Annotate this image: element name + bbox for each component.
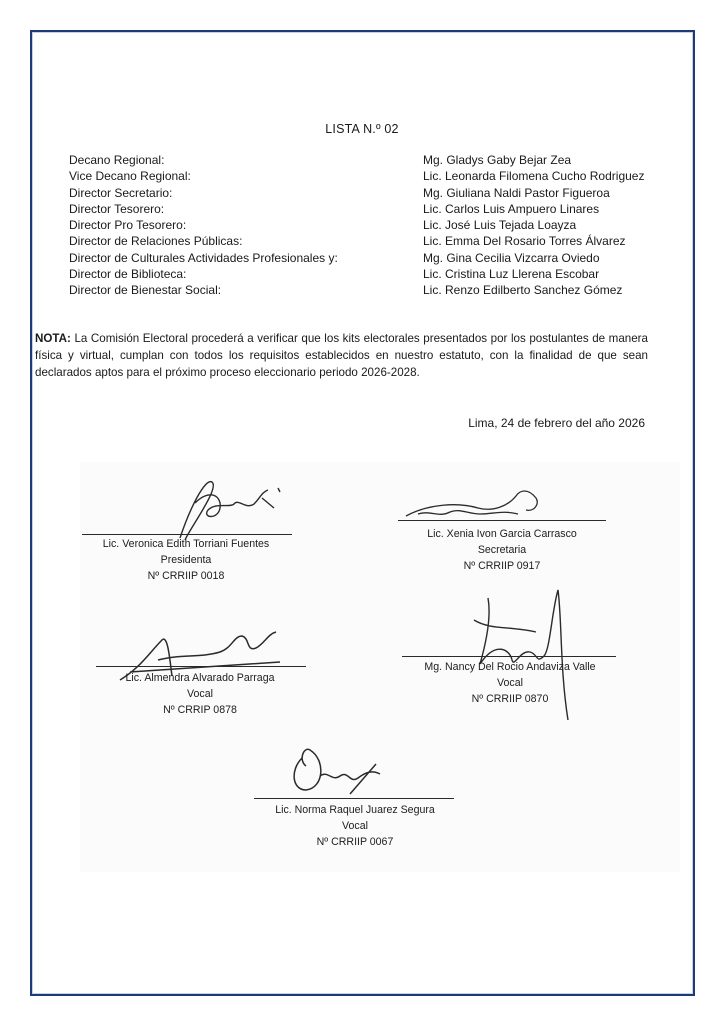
signature-line <box>82 534 292 535</box>
signature-block <box>86 534 286 584</box>
date-line: Lima, 24 de febrero del año 2026 <box>468 416 645 430</box>
signer-registration: Nº CRRIIP 0870 <box>471 693 549 705</box>
signer-name: Lic. Norma Raquel Juarez Segura <box>275 804 435 816</box>
candidate-row <box>69 250 669 266</box>
note-paragraph <box>35 330 648 381</box>
candidate-list <box>69 152 669 299</box>
candidate-row <box>69 168 669 184</box>
signer-registration: Nº CRRIIP 0917 <box>463 560 541 572</box>
signer-name: Lic. Xenia Ivon Garcia Carrasco <box>427 528 577 540</box>
signature-line <box>254 798 454 799</box>
candidate-row <box>69 201 669 217</box>
candidate-row <box>69 185 669 201</box>
candidate-name: Lic. José Luis Tejada Loayza <box>423 218 577 233</box>
candidate-name: Mg. Gladys Gaby Bejar Zea <box>423 153 572 167</box>
candidate-row <box>69 266 669 282</box>
note-text: La Comisión Electoral procederá a verificar que los kits electorales presentados por los postulantes de manera física y virtual, cumplan con todos los requisitos establecidos en nuestro estatuto, con la finalidad de que sean declarados aptos para el próximo proceso eleccionario periodo 2026-2028. <box>35 332 648 379</box>
role-label: Director de Bienestar Social: <box>69 283 222 298</box>
signer-role: Presidenta <box>160 554 212 566</box>
signer-registration: Nº CRRIIP 0018 <box>147 570 225 582</box>
candidate-name: Mg. Giuliana Naldi Pastor Figueroa <box>423 185 610 200</box>
role-label: Director de Culturales Actividades Profesionales y: <box>69 250 338 265</box>
signer-name: Mg. Nancy Del Rocio Andaviza Valle <box>424 661 596 673</box>
signer-role: Vocal <box>187 688 213 700</box>
candidate-name: Lic. Renzo Edilberto Sanchez Gómez <box>423 283 623 298</box>
candidate-row <box>69 233 669 249</box>
list-title: LISTA N.º 02 <box>325 122 399 136</box>
role-label: Vice Decano Regional: <box>69 169 191 184</box>
note-prefix: NOTA: <box>35 332 71 345</box>
candidate-name: Lic. Cristina Luz Llerena Escobar <box>423 267 600 282</box>
candidate-row <box>69 282 669 298</box>
signer-role: Vocal <box>342 820 368 832</box>
candidate-name: Lic. Carlos Luis Ampuero Linares <box>423 201 600 216</box>
role-label: Decano Regional: <box>69 153 165 167</box>
candidate-name: Mg. Gina Cecilia Vizcarra Oviedo <box>423 250 600 265</box>
role-label: Director de Relaciones Públicas: <box>69 234 243 249</box>
signature-block <box>412 520 592 574</box>
signature-block <box>260 798 450 850</box>
signature-line <box>402 656 616 657</box>
signature-block <box>110 666 290 718</box>
signer-registration: Nº CRRIP 0878 <box>163 704 237 716</box>
role-label: Director Tesorero: <box>69 201 165 216</box>
signer-role: Secretaria <box>477 544 527 556</box>
signature-line <box>398 520 606 521</box>
candidate-row <box>69 152 669 168</box>
candidate-name: Lic. Leonarda Filomena Cucho Rodriguez <box>423 169 645 184</box>
signer-name: Lic. Veronica Edith Torriani Fuentes <box>102 538 270 550</box>
role-label: Director de Biblioteca: <box>69 267 187 282</box>
role-label: Director Pro Tesorero: <box>69 218 187 233</box>
candidate-row <box>69 217 669 233</box>
signer-registration: Nº CRRIIP 0067 <box>316 836 394 848</box>
signer-role: Vocal <box>497 677 523 689</box>
signer-name: Lic. Almendra Alvarado Parraga <box>125 672 275 684</box>
role-label: Director Secretario: <box>69 185 173 200</box>
signature-line <box>96 666 306 667</box>
candidate-name: Lic. Emma Del Rosario Torres Álvarez <box>423 234 626 249</box>
signature-block <box>410 656 610 707</box>
